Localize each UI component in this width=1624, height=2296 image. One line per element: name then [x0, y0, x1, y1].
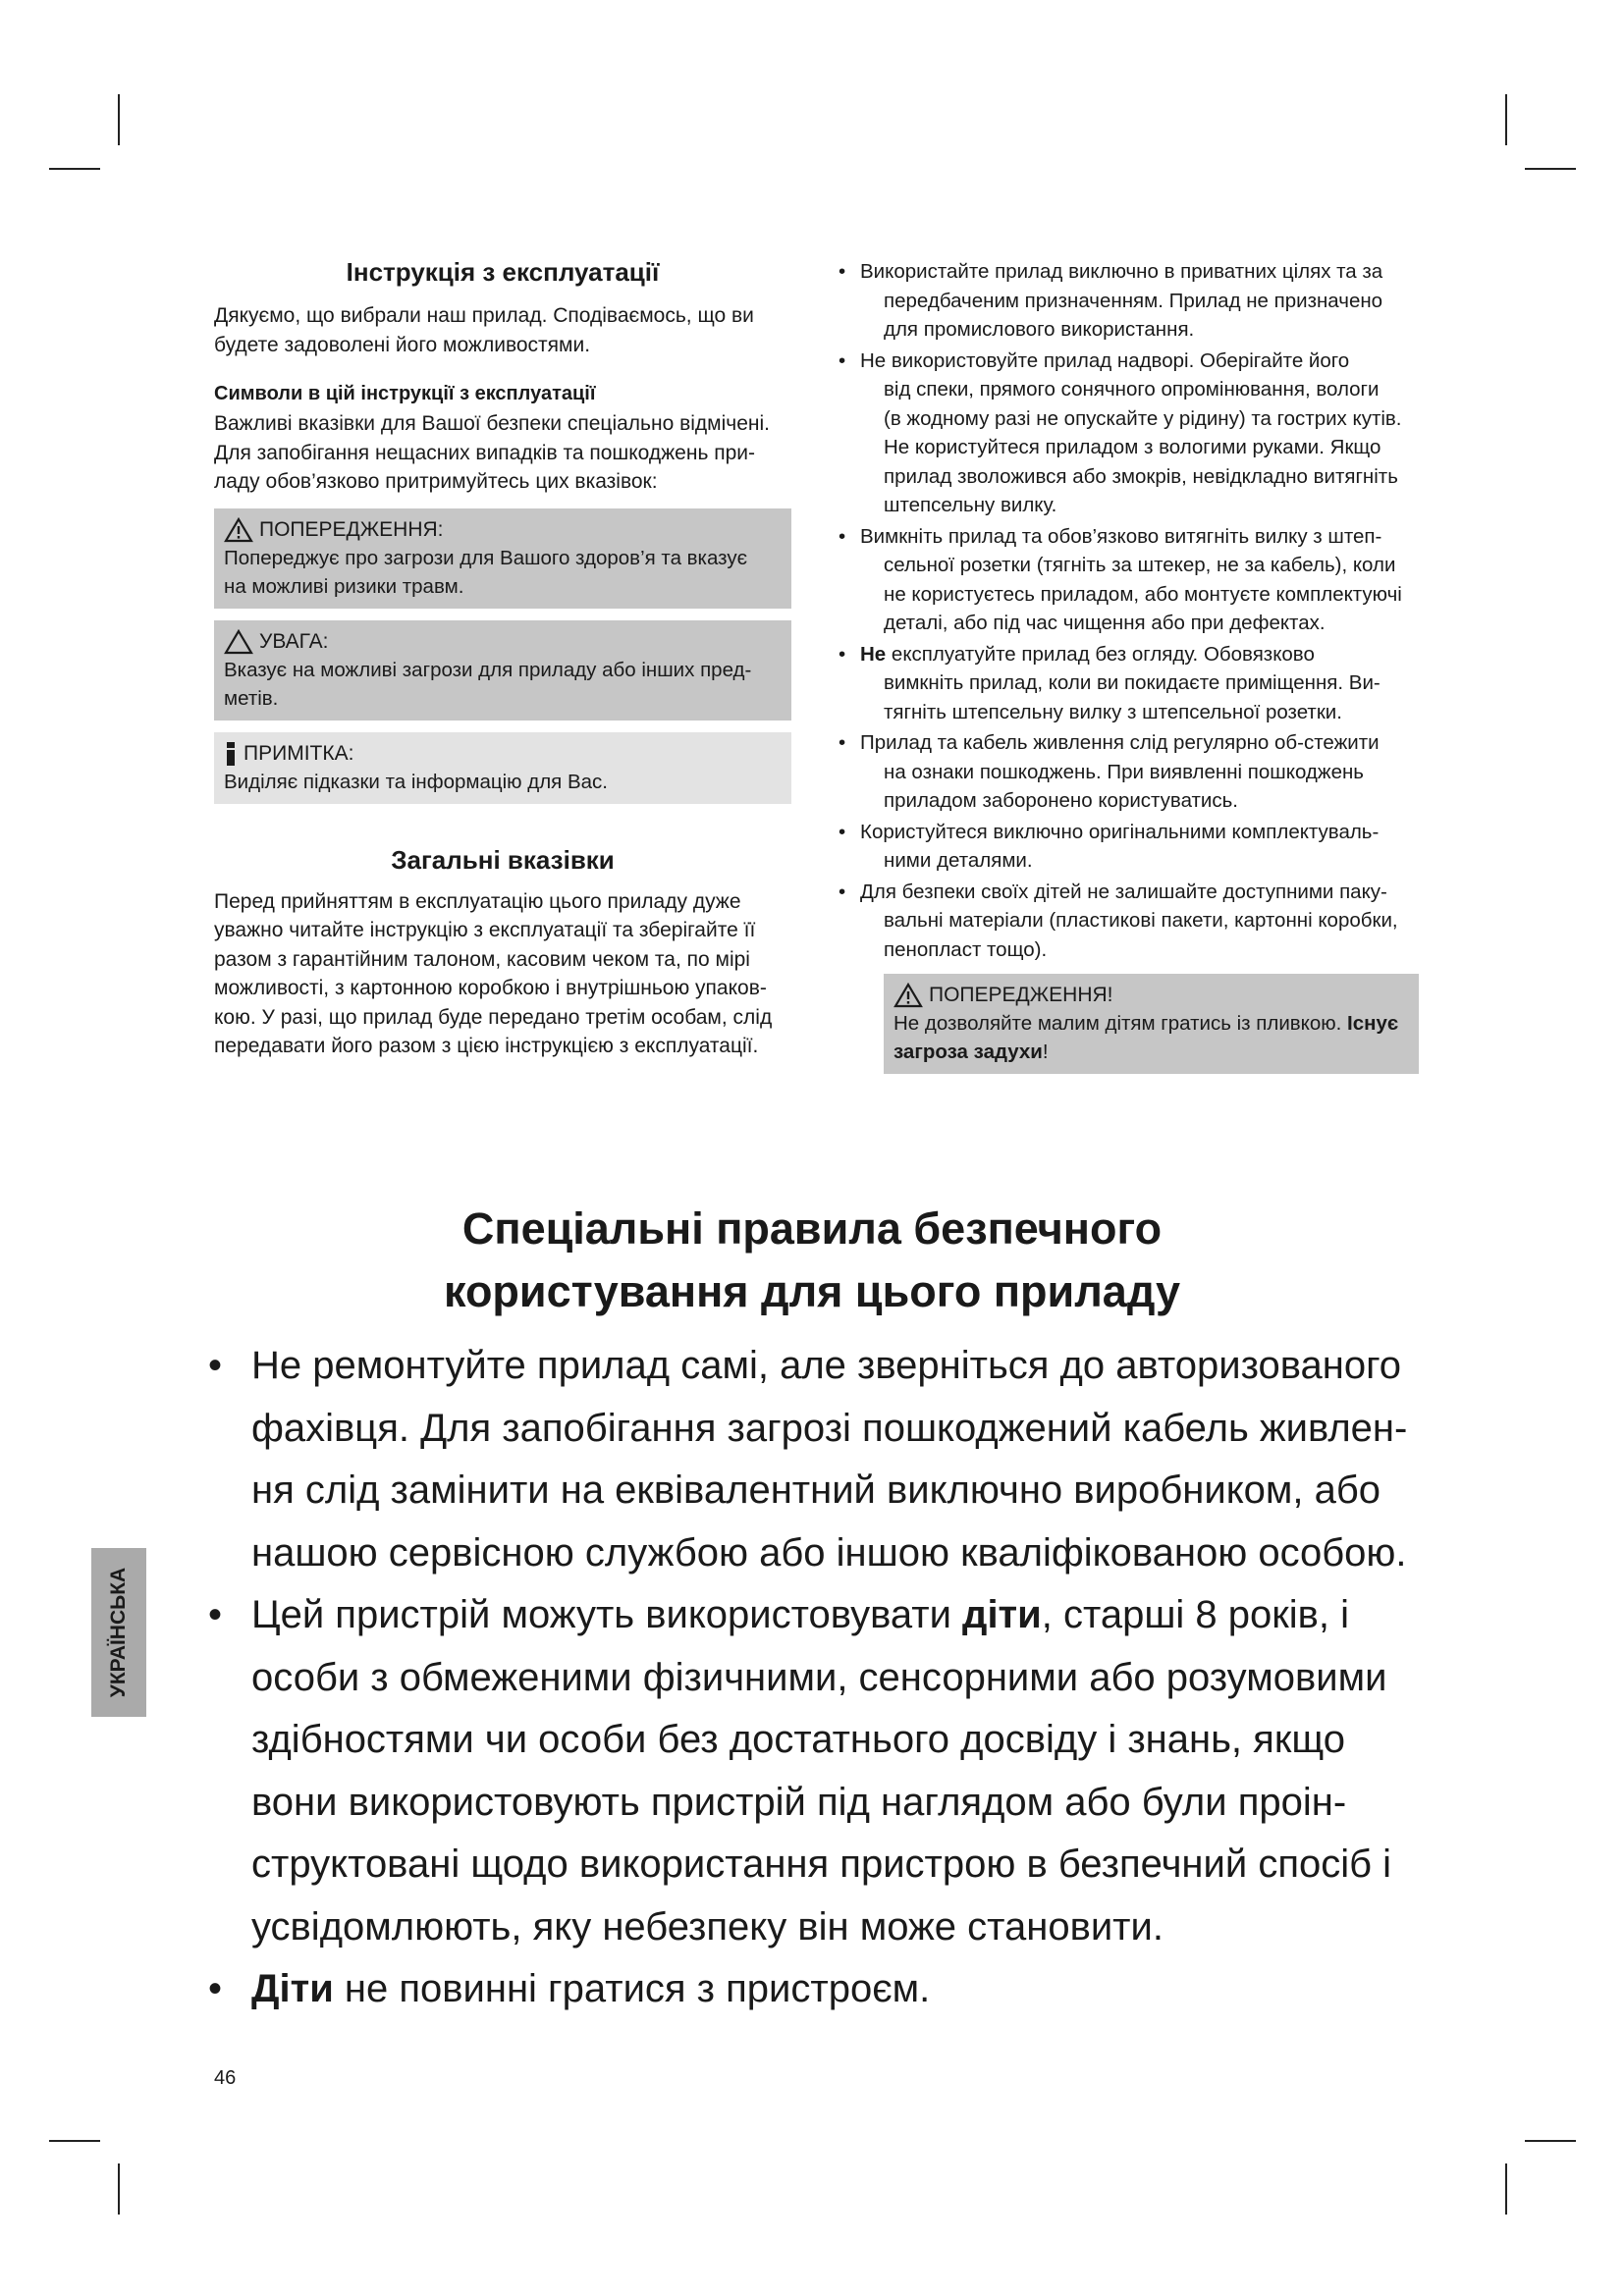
crop-mark [49, 168, 100, 170]
list-item: • Використайте прилад виключно в приватних цілях та за передбаченим призначенням. Прилад не призначено для промислового використання. [837, 257, 1419, 345]
children-warning-title: ПОПЕРЕДЖЕННЯ! [929, 984, 1113, 1006]
list-item: • Цей пристрій можуть використовувати діти, старші 8 років, і особи з обмеженими фізичними, сенсорними або розумовими здібностями чи особи без достатнього досвіду і знань, якщо вони використовують пристрій під наглядом або були проін- структовані щодо використання пристрою в безпечний спосіб і усвідомлюють, яку небезпеку він може становити. [208, 1584, 1416, 1958]
list-item: • Діти не повинні гратися з пристроєм. [208, 1958, 1416, 2021]
intro-text: Дякуємо, що вибрали наш прилад. Сподіваємось, що ви будете задоволені його можливостями. [214, 304, 754, 356]
left-column [214, 257, 791, 1061]
special-rules-list [208, 1335, 1416, 2021]
warning-triangle-icon [224, 517, 253, 543]
crop-mark [1505, 94, 1507, 145]
caution-text: Вказує на можливі загрози для приладу або інших пред- метів. [224, 658, 752, 710]
caution-title: УВАГА: [259, 629, 329, 653]
crop-mark [118, 94, 120, 145]
note-title: ПРИМІТКА: [244, 741, 354, 765]
list-item: • Не використовуйте прилад надворі. Оберігайте його від спеки, прямого сонячного опромінювання, вологи (в жодному разі не опускайте у рідину) та гострих кутів. Не користуйтеся приладом з вологими руками. Якщо прилад зволожився або змокрів, невідкладно витягніть штепсельну вилку. [837, 347, 1419, 520]
crop-mark [1505, 2163, 1507, 2215]
note-text: Виділяє підказки та інформацію для Вас. [224, 770, 608, 793]
crop-mark [118, 2163, 120, 2215]
general-heading: Загальні вказівки [391, 844, 615, 875]
info-icon [224, 741, 238, 767]
caution-triangle-icon [224, 629, 253, 655]
language-tab [91, 1548, 146, 1717]
list-item: • Користуйтеся виключно оригінальними комплектуваль- ними деталями. [837, 818, 1419, 876]
warning-box [214, 508, 791, 609]
children-warning-text: Не дозволяйте малим дітям гратись із пливкою. Існує загроза задухи! [893, 1012, 1399, 1063]
list-item: • Прилад та кабель живлення слід регулярно об-стежити на ознаки пошкоджень. При виявленні пошкоджень приладом заборонено користуватись. [837, 728, 1419, 816]
warning-title: ПОПЕРЕДЖЕННЯ: [259, 517, 444, 541]
manual-heading: Інструкція з експлуатації [346, 257, 660, 287]
crop-mark [1525, 2140, 1576, 2142]
list-item: • Вимкніть прилад та обов’язково витягніть вилку з штеп- сельної розетки (тягніть за штекер, не за кабель), коли не користуєтесь приладом, або монтуєте комплектуючі деталі, або під час чищення або при дефектах. [837, 522, 1419, 638]
symbols-heading: Символи в цій інструкції з експлуатації [214, 383, 596, 404]
list-item: • Не ремонтуйте прилад самі, але зверніться до авторизованого фахівця. Для запобігання загрозі пошкоджений кабель живлен- ня слід замінити на еквівалентний виключно виробником, або нашою сервісною службою або іншою кваліфікованою особою. [208, 1335, 1416, 1584]
right-column [837, 257, 1419, 1074]
children-warning-box [884, 974, 1419, 1074]
list-item: • Не експлуатуйте прилад без огляду. Обовязково вимкніть прилад, коли ви покидаєте приміщення. Ви- тягніть штепсельну вилку з штепсельної розетки. [837, 640, 1419, 727]
list-item: • Для безпеки своїх дітей не залишайте доступними паку- вальні матеріали (пластикові пакети, картонні коробки, пенопласт тощо). [837, 878, 1419, 965]
warning-text: Попереджує про загрози для Вашого здоров’я та вказує на можливі ризики травм. [224, 546, 748, 598]
page-number: 46 [214, 2067, 237, 2089]
special-rules-title: Спеціальні правила безпечного користування для цього приладу [444, 1203, 1180, 1316]
note-box [214, 732, 791, 804]
general-text: Перед прийняттям в експлуатацію цього приладу дуже уважно читайте інструкцію з експлуатації та зберігайте її разом з гарантійним талоном, касовим чеком та, по мірі можливості, з картонною коробкою і внутрішньою упаков- кою. У разі, що прилад буде передано третім особам, слід передавати його разом з цією інструкцією з експлуатації. [214, 889, 773, 1057]
crop-mark [49, 2140, 100, 2142]
symbols-text: Важливі вказівки для Вашої безпеки спеціально відмічені. Для запобігання нещасних випадків та пошкоджень при- ладу обов’язково притримуйтесь цих вказівок: [214, 412, 770, 493]
language-tab-label: УКРАЇНСЬКА [107, 1567, 131, 1698]
caution-box [214, 620, 791, 721]
warning-triangle-icon [893, 983, 923, 1008]
crop-mark [1525, 168, 1576, 170]
